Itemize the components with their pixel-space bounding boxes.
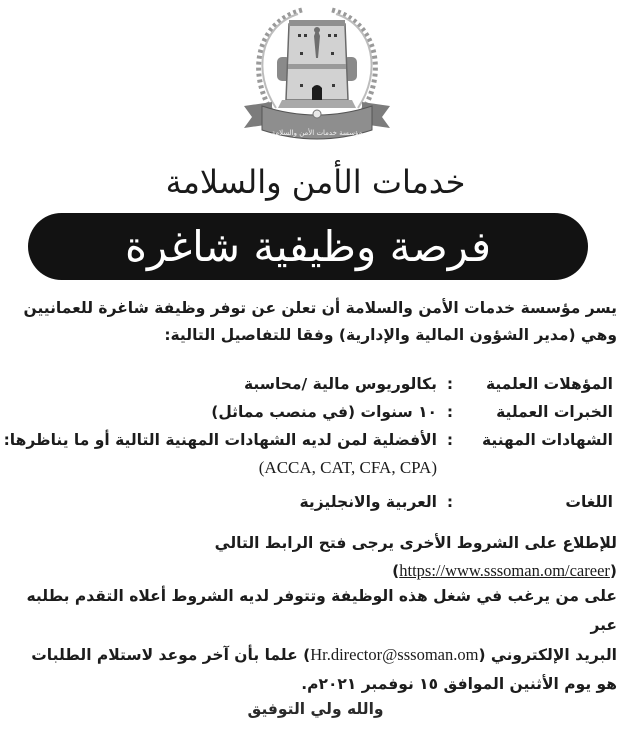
logo-ribbon-text: مؤسسة خدمات الأمن والسلامة xyxy=(271,129,363,137)
detail-row-qualifications xyxy=(13,370,613,398)
application-line-2 xyxy=(2,640,617,670)
application-line-2-start: البريد الإلكتروني ( xyxy=(478,646,617,664)
terms-text: للإطلاع على الشروط الأخرى يرجى فتح الرابط التالي ( xyxy=(214,534,617,580)
intro-line-1: يسر مؤسسة خدمات الأمن والسلامة أن تعلن عن توفر وظيفة شاغرة للعمانيين xyxy=(23,299,617,317)
job-details xyxy=(3,370,613,516)
hr-email-link[interactable]: Hr.director@sssoman.om xyxy=(310,645,479,664)
application-line-3: هو يوم الأثنين الموافق ١٥ نوفمبر ٢٠٢١م. xyxy=(301,675,617,693)
terms-paragraph xyxy=(2,530,617,585)
detail-value: ١٠ سنوات (في منصب مماثل) xyxy=(211,403,437,421)
banner-title: فرصة وظيفية شاغرة xyxy=(124,221,492,271)
detail-separator: : xyxy=(446,403,454,421)
career-link[interactable]: https://www.sssoman.om/career xyxy=(399,561,610,580)
detail-label: المؤهلات العلمية xyxy=(485,375,613,393)
detail-separator: : xyxy=(446,431,454,449)
detail-row-certificates xyxy=(3,426,613,454)
detail-label: الخبرات العملية xyxy=(496,403,613,421)
detail-value: (ACCA, CAT, CFA, CPA) xyxy=(258,458,437,477)
detail-row-languages xyxy=(13,488,613,516)
detail-separator: : xyxy=(446,375,454,393)
detail-label: الشهادات المهنية xyxy=(481,431,613,449)
detail-row-certificates-list xyxy=(13,454,613,482)
detail-row-experience xyxy=(13,398,613,426)
application-line-2-end: ) علما بأن آخر موعد لاستلام الطلبات xyxy=(31,646,311,664)
intro-line-2: وهي (مدير الشؤون المالية والإدارية) وفقا للتفاصيل التالية: xyxy=(164,326,617,344)
detail-value: بكالوريوس مالية /محاسبة xyxy=(243,375,437,393)
fort-emblem-icon xyxy=(232,2,402,152)
intro-paragraph xyxy=(7,295,617,349)
detail-separator: : xyxy=(446,493,454,511)
detail-value: الأفضلية لمن لديه الشهادات المهنية التالية أو ما يناظرها: xyxy=(3,431,437,449)
detail-label: اللغات xyxy=(565,493,613,511)
application-paragraph xyxy=(2,582,617,699)
application-line-1: على من يرغب في شغل هذه الوظيفة وتتوفر لديه الشروط أعلاه التقدم بطلبه عبر xyxy=(26,587,617,634)
vacancy-banner xyxy=(28,213,588,280)
logo xyxy=(232,2,402,152)
detail-value: العربية والانجليزية xyxy=(299,493,437,511)
organization-title: خدمات الأمن والسلامة xyxy=(165,163,466,201)
closing-text: والله ولي التوفيق xyxy=(247,700,384,718)
terms-close: ) xyxy=(392,562,400,580)
